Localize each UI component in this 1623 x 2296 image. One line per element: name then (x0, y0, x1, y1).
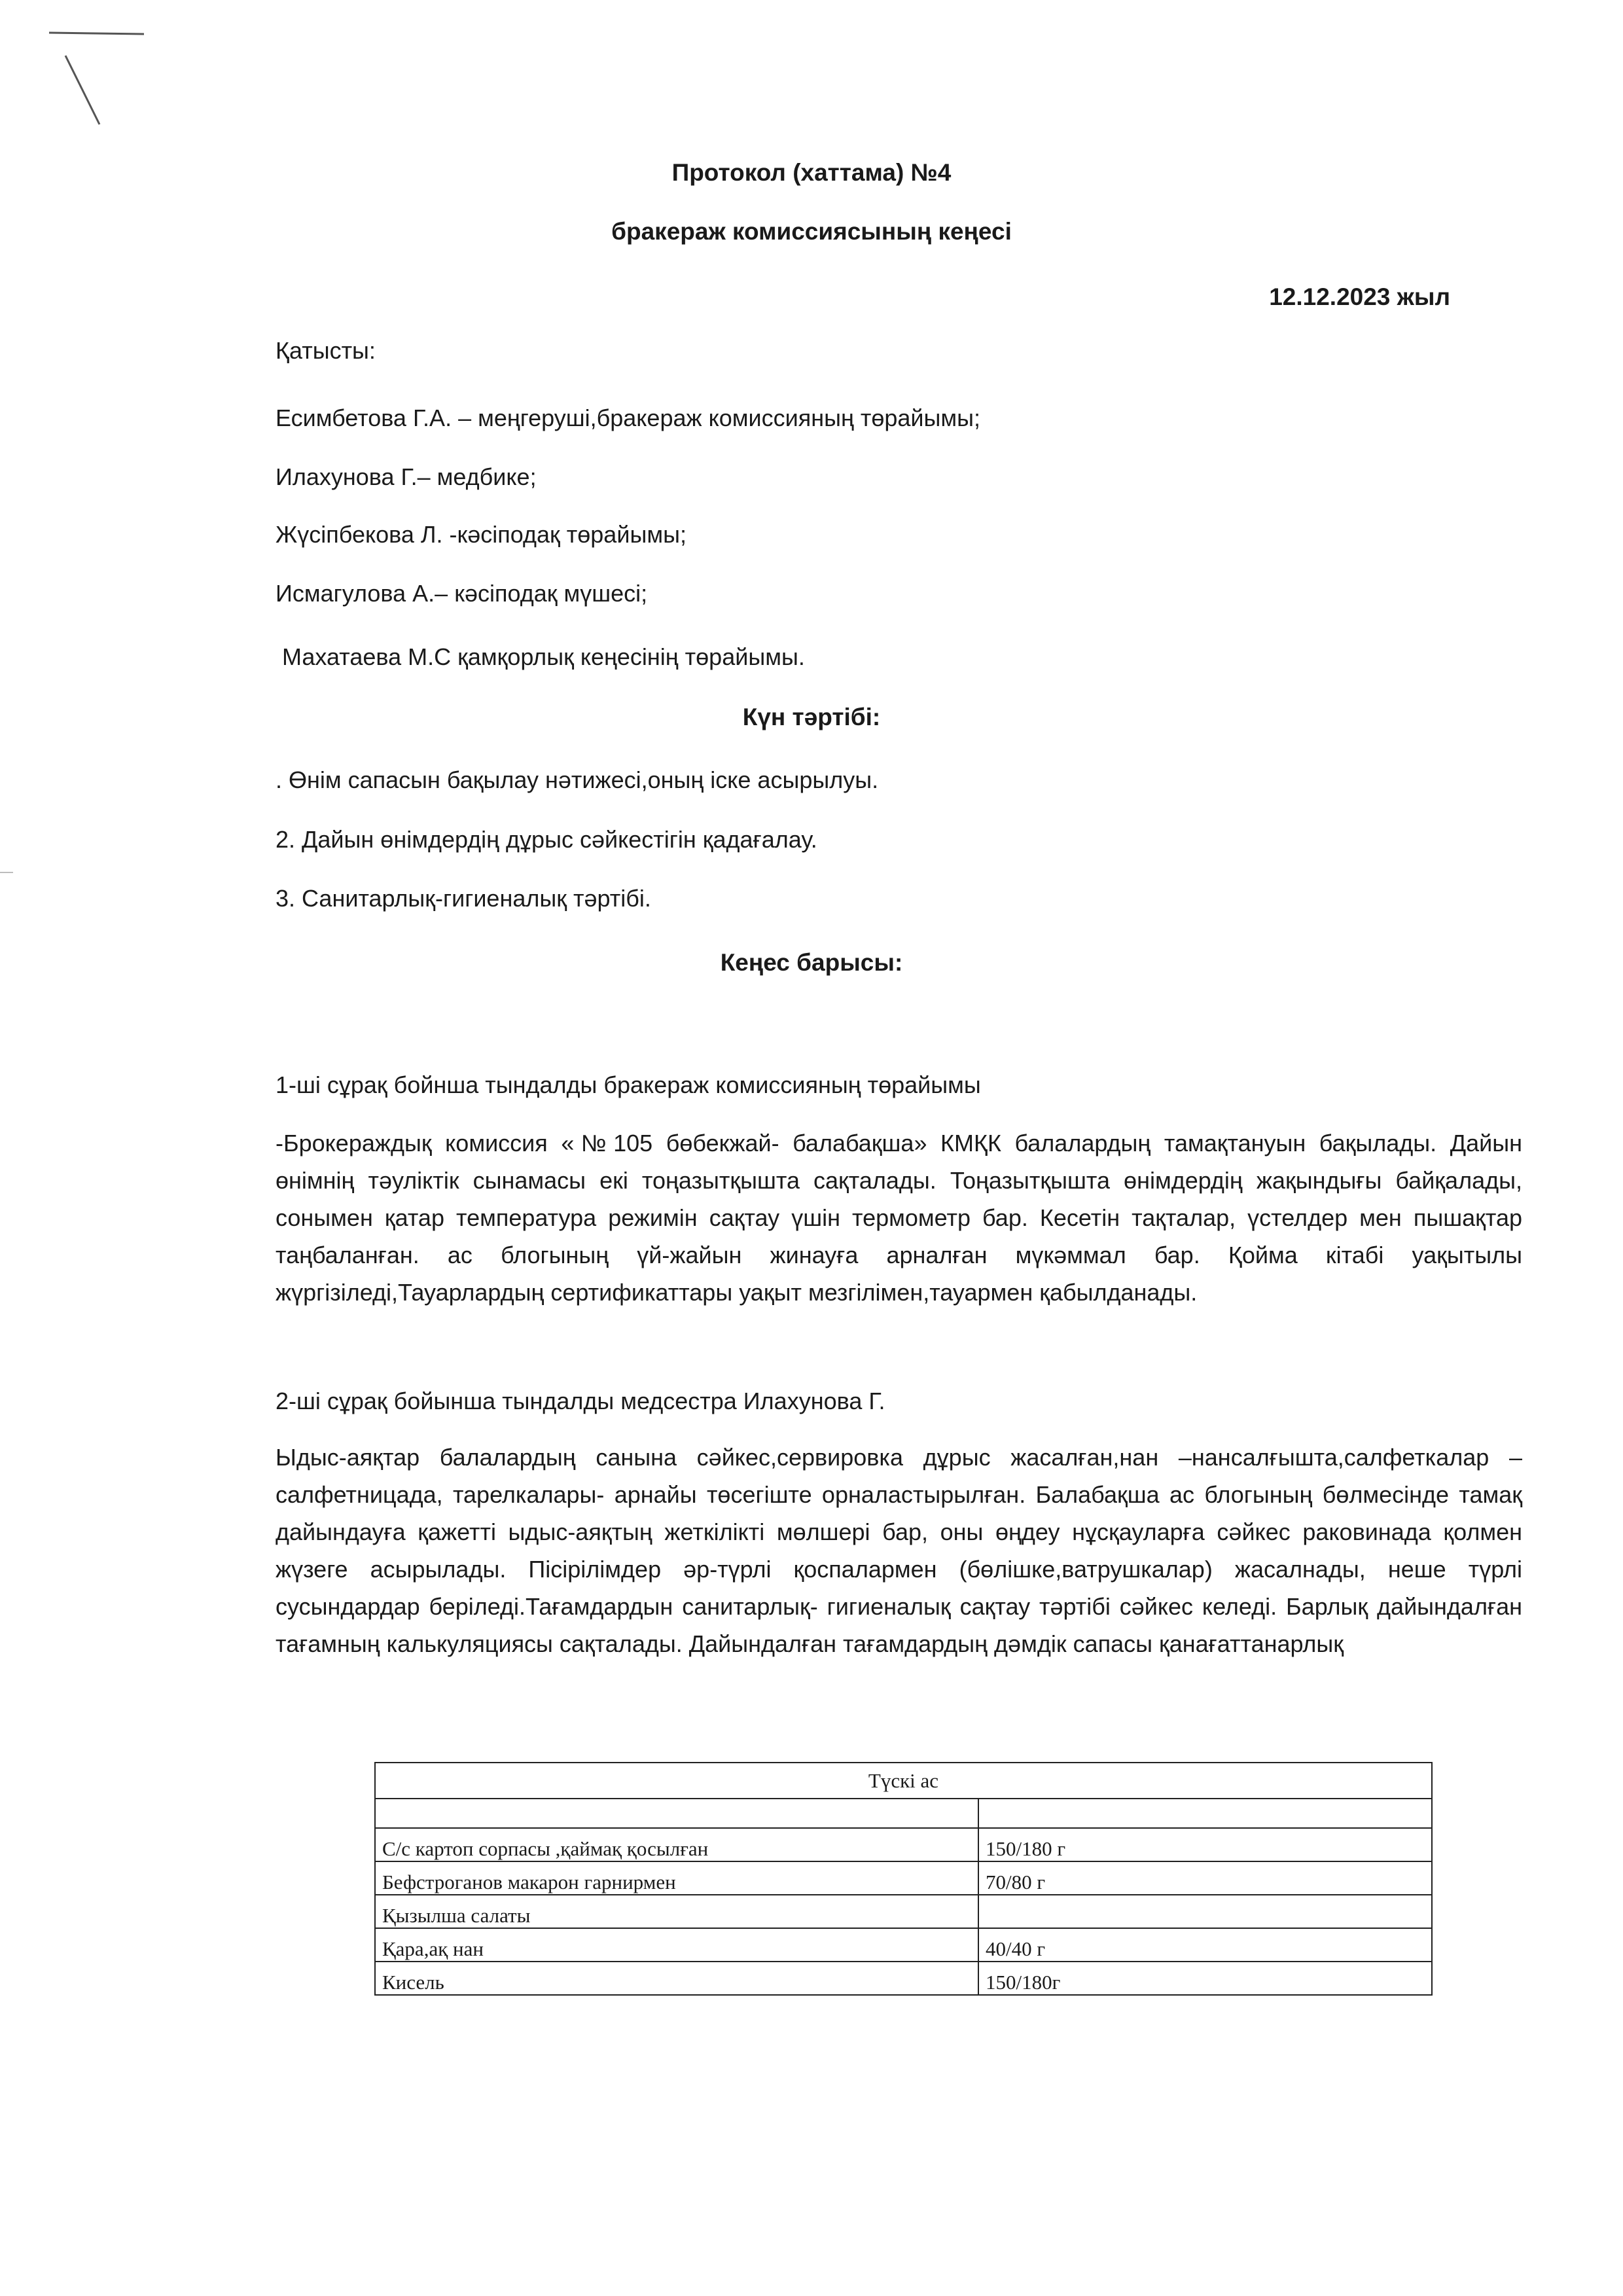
table-row (375, 1928, 1432, 1962)
dish-amount: 40/40 г (978, 1928, 1432, 1962)
question-2-text: Ыдыс-аяқтар балалардың санына сәйкес,сервировка дұрыс жасалған,нан –нансалғышта,салфеткалар –салфетницада, тарелкалары- арнайы төсегіште орналастырылған. Балабақша ас блогының бөлмесінде тамақ дайындауға қажетті ыдыс-аяқтың жеткілікті мөлшері бар, оны өңдеу нұсқауларға сәйкес раковинада қолмен жүзеге асырылады. Пісірілімдер әр-түрлі қоспалармен (бөлішке,ватрушкалар) жасалнады, неше түрлі сусындардар беріледі.Тағамдардын санитарлық- гигиеналық сақтау тәртібі сәйкес келеді. Барлық дайындалған тағамның калькуляциясы сақталады. Дайындалған тағамдардың дәмдік сапасы қанағаттанарлық (276, 1444, 1522, 1657)
table-row (375, 1861, 1432, 1895)
attendee-item: Махатаева М.С қамқорлық кеңесінің төрайымы. (282, 643, 805, 670)
meeting-title: Кеңес барысы: (720, 949, 903, 976)
question-2-heading: 2-ші сұрақ бойынша тындалды медсестра Илахунова Г. (276, 1388, 885, 1414)
protocol-title: Протокол (хаттама) №4 (671, 159, 952, 186)
question-1-heading: 1-ші сұрақ бойнша тындалды бракераж комиссияның төрайымы (276, 1071, 981, 1098)
dish-amount: 150/180 г (978, 1828, 1432, 1861)
agenda-item: 3. Санитарлық-гигиеналық тәртібі. (276, 885, 651, 912)
attendees-label: Қатысты: (276, 337, 376, 364)
lunch-menu-table (374, 1762, 1433, 1996)
dish-name: Бефстроганов макарон гарнирмен (375, 1861, 978, 1895)
table-row (375, 1828, 1432, 1861)
dish-name: Қара,ақ нан (375, 1928, 978, 1962)
table-row (375, 1799, 1432, 1828)
question-1-text: -Брокераждық комиссия «№105 бөбекжай- балабақша» КМҚК балалардың тамақтануын бақылады. Дайын өнімнің тәуліктік сынамасы екі тоңазытқышта сақталады. Тоңазытқышта өнімдердің жақындығы байқалады, сонымен қатар температура режимін сақтау үшін термометр бар. Кесетін тақталар, үстелдер мен пышақтар таңбаланған. ас блогының үй-жайын жинауға арналған мүкәммал бар. Қойма кітабі уақытылы жүргізіледі,Тауарлардың сертификаттары уақыт мезгілімен,тауармен қабылданады. (276, 1130, 1522, 1306)
attendee-item: Илахунова Г.– медбике; (276, 463, 537, 490)
dish-amount: 150/180г (978, 1962, 1432, 1995)
dish-name: С/с картоп сорпасы ,қаймақ қосылған (375, 1828, 978, 1861)
table-row (375, 1895, 1432, 1928)
table-row (375, 1962, 1432, 1995)
attendee-item: Жүсіпбекова Л. -кәсіподақ төрайымы; (276, 521, 687, 548)
corner-pen-mark (46, 26, 151, 131)
agenda-item: 2. Дайын өнімдердің дұрыс сәйкестігін қадағалау. (276, 826, 817, 853)
scan-edge-mark (0, 872, 13, 873)
protocol-date: 12.12.2023 жыл (1269, 283, 1450, 310)
agenda-title: Күн тәртібі: (742, 704, 881, 730)
dish-amount (978, 1895, 1432, 1928)
attendee-item: Исмагулова А.– кәсіподақ мүшесі; (276, 580, 648, 607)
dish-amount: 70/80 г (978, 1861, 1432, 1895)
dish-name: Қызылша салаты (375, 1895, 978, 1928)
protocol-subtitle: бракераж комиссиясының кеңесі (611, 218, 1012, 245)
dish-name: Кисель (375, 1962, 978, 1995)
agenda-item: . Өнім сапасын бақылау нәтижесі,оның іске асырылуы. (276, 766, 879, 793)
lunch-table-title: Түскі ас (375, 1763, 1432, 1799)
attendee-item: Есимбетова Г.А. – меңгеруші,бракераж комиссияның төрайымы; (276, 404, 981, 431)
